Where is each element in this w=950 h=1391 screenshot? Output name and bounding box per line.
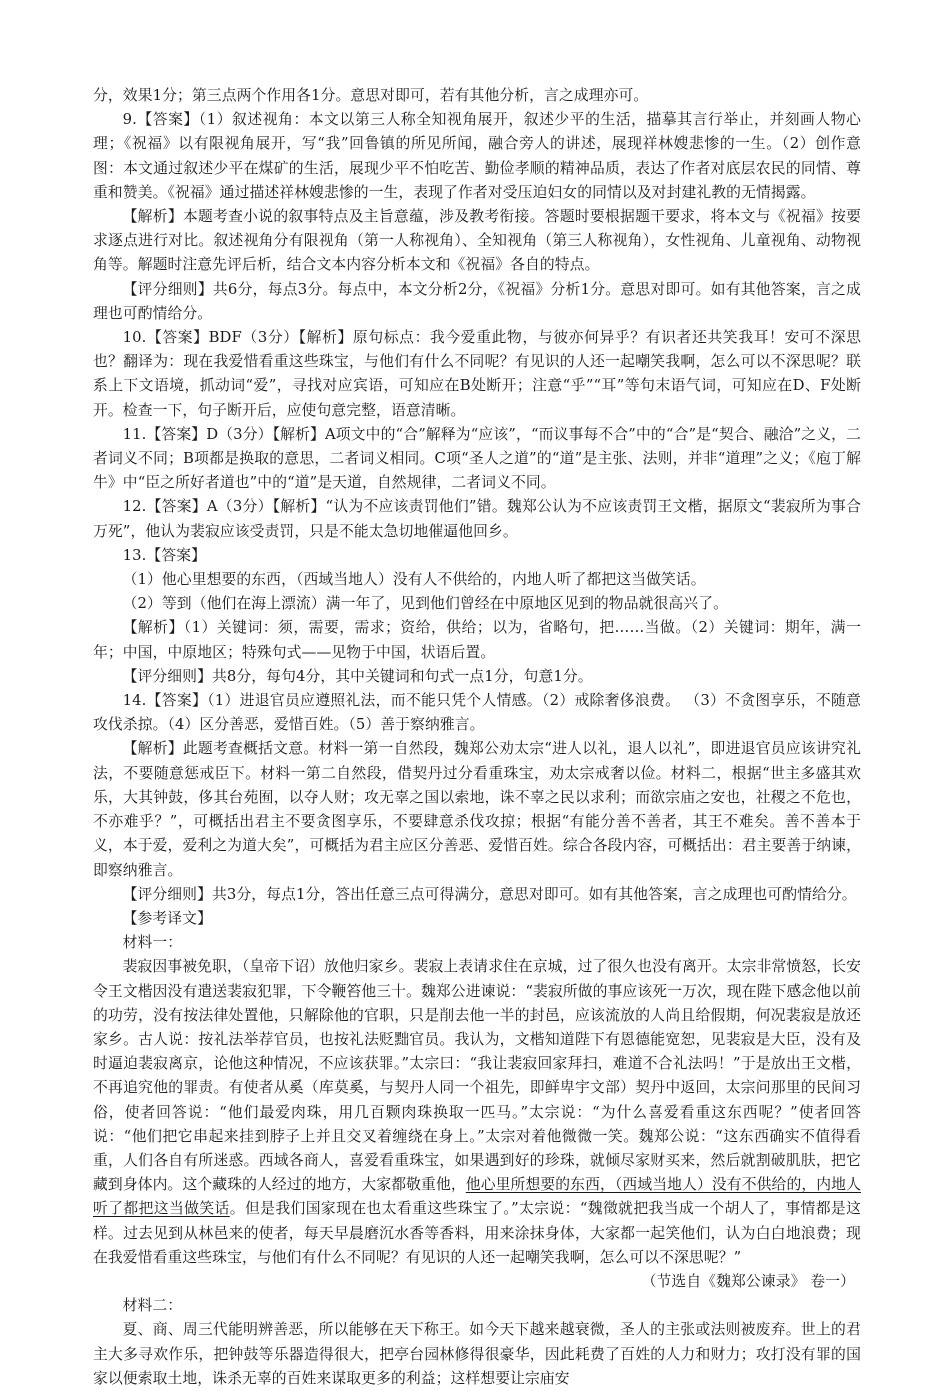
paragraph-translation-heading: 【参考译文】 [122, 909, 212, 927]
paragraph-q9-analysis: 【解析】本题考查小说的叙事特点及主旨意蕴，涉及教考衔接。答题时要根据题干要求，将本文与《祝福》按要求逐点进行对比。叙述视角分有限视角（第一人称视角）、全知视角（第三人称视角），女性视角、儿童视角、动物视角等。解题时注意先评后析，结合文本内容分析本文和《祝福》各自的特点。 [93, 208, 861, 274]
paragraph-material2-translation: 夏、商、周三代能明辨善恶，所以能够在天下称王。如今天下越来越衰微，圣人的主张或法则被废弃。世上的君主大多寻欢作乐，把钟鼓等乐器造得很大，把亭台园林修得很豪华，因此耗费了百姓的人力和财力；攻打没有罪的国家以便索取土地，诛杀无辜的百姓来谋取更多的利益；这样想要让宗庙安 [93, 1321, 861, 1387]
paragraph-material2-label: 材料二： [122, 1297, 183, 1315]
translation1-before: 裴寂因事被免职，（皇帝下诏）放他归家乡。裴寂上表请求住在京城，过了很久也没有离开。太宗非常愤怒，长安令王文楷因没有遣送裴寂犯罪，下令鞭笞他三十。魏郑公进谏说：“裴寂所做的事应该死一万次，现在陛下感念他以前的功劳，没有按法律处置他，只解除他的官职，只是削去他一半的封邑，应该流放的人尚且给假期，何况裴寂是放还家乡。古人说：按礼法举荐官员，也按礼法贬黜官员。我认为，文楷知道陛下有恩德能宽恕，见裴寂是大臣，没有及时逼迫裴寂离京，论他这种情况，不应该获罪。”太宗曰：“我让裴寂回家拜扫，难道不合礼法吗！”于是放出王文楷，不再追究他的罪责。有使者从奚（库莫奚，与契丹人同一个祖先，即鲜卑宇文部）契丹中返回，太宗问那里的民间习俗，使者回答说：“他们最爱肉珠，用几百颗肉珠换取一匹马。”太宗说：“为什么喜爱看重这东西呢？”使者回答说：“他们把它串起来挂到脖子上并且交叉着缠绕在身上。”太宗对着他微微一笑。魏郑公说：“这东西确实不值得看重，人们各自有所迷惑。西域各商人，喜爱看重珠宝，如果遇到好的珍珠，就倾尽家财买来，然后就割破肌肤，把它藏到身体内。这个藏珠的人经过的地方，大家都敬重他， [93, 958, 861, 1194]
paragraph-q13-heading: 13.【答案】 [122, 546, 207, 564]
underlined-sentence: 他心里所想要的东西，（西域当地人）没有不供给的，内地人听了都把这当做笑话 [93, 1176, 861, 1218]
paragraph-q9-answer: 9.【答案】（1）叙述视角：本文以第三人称全知视角展开，叙述少平的生活，描摹其言行举止，并刻画人物心理；《祝福》以有限视角展开，写“我”回鲁镇的所见所闻，融合旁人的讲述，展现祥林嫂悲惨的一生。（2）创作意图：本文通过叙述少平在煤矿的生活，展现少平不怕吃苦、勤俭孝顺的精神品质，表达了作者对底层农民的同情、尊重和赞美。《祝福》通过描述祥林嫂悲惨的一生，表现了作者对受压迫妇女的同情以及对封建礼教的无情揭露。 [93, 111, 861, 201]
paragraph-scoring-note: 分，效果1分；第三点两个作用各1分。意思对即可，若有其他分析，言之成理亦可。 [93, 87, 649, 104]
paragraph-q14-answer: 14.【答案】（1）进退官员应遵照礼法，而不能只凭个人情感。（2）戒除奢侈浪费。 （3）不贪图享乐，不随意攻伐杀掠。（4）区分善恶，爱惜百姓。（5）善于察纳雅言。 [93, 692, 861, 734]
source-citation: （节选自《魏郑公谏录》 卷一） [641, 1272, 855, 1290]
paragraph-material1-label: 材料一： [122, 934, 183, 952]
translation1-after: 。但是我们国家现在也太看重这些珠宝了。”太宗说：“魏徵就把我当成一个胡人了，事情都是这样。过去见到从林邑来的使者，每天早晨磨沉水香等香料，用来涂抹身体，大家都一起笑他们，认为白白地浪费；现在我爱惜看重这些珠宝，与他们有什么不同呢？有见识的人还一起嘲笑我啊，怎么可以不深思呢？” [93, 1200, 861, 1266]
document-page [93, 84, 861, 1391]
paragraph-q13-scoring: 【评分细则】共8分，每句4分，其中关键词和句式一点1分，句意1分。 [122, 667, 593, 685]
paragraph-material1-translation [93, 955, 861, 1270]
paragraph-q13-answer-2: （2）等到（他们在海上漂流）满一年了，见到他们曾经在中原地区见到的物品就很高兴了。 [122, 595, 728, 613]
paragraph-q14-scoring: 【评分细则】共3分，每点1分，答出任意三点可得满分，意思对即可。如有其他答案，言之成理也可酌情给分。 [122, 885, 857, 903]
paragraph-q13-analysis: 【解析】（1）关键词：须，需要，需求；资给，供给；以为，省略句，把……当做。（2）关键词：期年，满一年；中国，中原地区；特殊句式——见物于中国，状语后置。 [93, 619, 861, 661]
paragraph-q12: 12.【答案】A（3分）【解析】“认为不应该责罚他们”错。魏郑公认为不应该责罚王文楷，据原文“裴寂所为事合万死”，他认为裴寂应该受责罚，只是不能太急切地催逼他回乡。 [93, 498, 861, 540]
paragraph-q11: 11.【答案】D（3分）【解析】A项文中的“合”解释为“应该”，“而议事每不合”中的“合”是“契合、融洽”之义，二者词义不同；B项都是换取的意思，二者词义相同。C项“圣人之道”的“道”是主张、法则，并非“道理”之义；《庖丁解牛》中“臣之所好者道也”中的“道”是天道，自然规律，二者词义不同。 [93, 425, 861, 492]
paragraph-q13-answer-1: （1）他心里想要的东西，（西域当地人）没有人不供给的，内地人听了都把这当做笑话。 [122, 571, 706, 589]
paragraph-q9-scoring: 【评分细则】共6分，每点3分。每点中，本文分析2分，《祝福》分析1分。意思对即可。如有其他答案，言之成理也可酌情给分。 [93, 280, 861, 322]
paragraph-q14-analysis: 【解析】此题考查概括文意。材料一第一自然段，魏郑公劝太宗“进人以礼，退人以礼”，即进退官员应该讲究礼法，不要随意惩戒臣下。材料一第二自然段，借契丹过分看重珠宝，劝太宗戒奢以俭。材料二，根据“世主多盛其欢乐，大其钟鼓，侈其台苑囿，以夺人财；攻无辜之国以索地，诛不辜之民以求利；而欲宗庙之安也，社稷之不危也，不亦难乎？”，可概括出君主不要贪图享乐，不要肆意杀伐攻掠；根据“有能分善不善者，其王不难矣。善不善本于义，本于爱，爱利之为道大矣”，可概括为君主应区分善恶、爱惜百姓。综合各段内容，可概括出：君主要善于纳谏，即察纳雅言。 [93, 740, 861, 879]
paragraph-q10: 10.【答案】BDF（3分）【解析】原句标点：我今爱重此物，与彼亦何异乎？有识者还共笑我耳！安可不深思也？翻译为：现在我爱惜看重这些珠宝，与他们有什么不同呢？有见识的人还一起嘲笑我啊，怎么可以不深思呢？联系上下文语境，抓动词“爱”，寻找对应宾语，可知应在B处断开；注意“乎”“耳”等句末语气词，可知应在D、F处断开。检查一下，句子断开后，应使句意完整，语意清晰。 [93, 329, 861, 419]
